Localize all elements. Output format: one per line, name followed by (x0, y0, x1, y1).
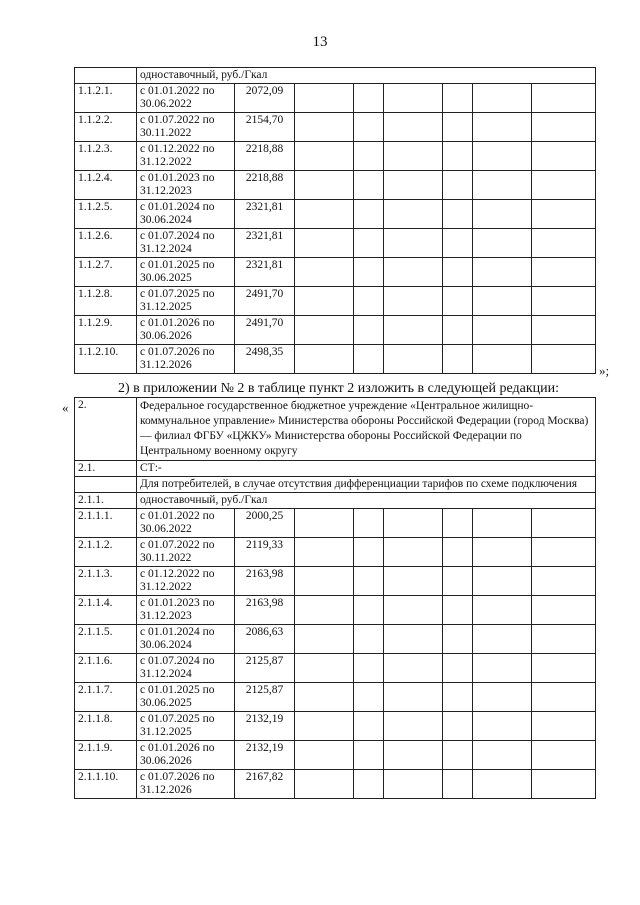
row-value: 2218,88 (235, 171, 295, 200)
empty-cell (473, 683, 532, 712)
empty-cell (532, 596, 596, 625)
row-period (137, 113, 235, 142)
unit-row (75, 68, 596, 84)
period-start: с 01.07.2025 по (140, 713, 215, 725)
table-row (75, 316, 596, 345)
row-code: 1.1.2.5. (75, 200, 137, 229)
empty-cell (473, 509, 532, 538)
table-row (75, 142, 596, 171)
amendment-instruction: 2) в приложении № 2 в таблице пункт 2 изложить в следующей редакции: (118, 381, 559, 396)
row-code: 2.1.1.1. (75, 509, 137, 538)
empty-cell (443, 84, 473, 113)
table-row (75, 287, 596, 316)
empty-cell (384, 683, 443, 712)
tariff-table-part-2 (74, 397, 596, 799)
empty-cell (295, 345, 354, 374)
empty-cell (473, 142, 532, 171)
unit-code: 2.1.1. (75, 493, 137, 509)
empty-cell (443, 229, 473, 258)
empty-cell (532, 741, 596, 770)
row-code: 1.1.2.7. (75, 258, 137, 287)
empty-cell (443, 712, 473, 741)
row-code: 2.1.1.8. (75, 712, 137, 741)
empty-cell (384, 625, 443, 654)
empty-cell (473, 345, 532, 374)
empty-cell (443, 113, 473, 142)
row-value: 2000,25 (235, 509, 295, 538)
row-code: 2.1.1.5. (75, 625, 137, 654)
period-end: 31.12.2023 (140, 610, 192, 622)
row-value: 2321,81 (235, 229, 295, 258)
empty-cell (295, 229, 354, 258)
empty-cell (295, 596, 354, 625)
empty-cell (384, 596, 443, 625)
table-row (75, 625, 596, 654)
st-code: 2.1. (75, 461, 137, 477)
empty-cell (473, 538, 532, 567)
empty-cell (384, 712, 443, 741)
table-row (75, 229, 596, 258)
row-value: 2163,98 (235, 567, 295, 596)
period-start: с 01.07.2022 по (140, 114, 215, 126)
row-value: 2491,70 (235, 287, 295, 316)
row-period (137, 200, 235, 229)
period-end: 31.12.2026 (140, 359, 192, 371)
empty-cell (295, 683, 354, 712)
row-period (137, 625, 235, 654)
empty-cell (473, 654, 532, 683)
period-end: 30.06.2025 (140, 697, 192, 709)
row-value: 2321,81 (235, 258, 295, 287)
org-row (75, 398, 596, 461)
empty-cell (473, 625, 532, 654)
empty-cell (354, 654, 384, 683)
period-start: с 01.07.2024 по (140, 655, 215, 667)
period-start: с 01.01.2025 по (140, 684, 215, 696)
consumers-row (75, 477, 596, 493)
row-value: 2132,19 (235, 741, 295, 770)
row-value: 2167,82 (235, 770, 295, 799)
empty-cell (443, 171, 473, 200)
row-value: 2491,70 (235, 316, 295, 345)
table-row (75, 654, 596, 683)
empty-cell (473, 316, 532, 345)
table-row (75, 345, 596, 374)
unit-row (75, 493, 596, 509)
empty-cell (354, 142, 384, 171)
empty-cell (354, 596, 384, 625)
empty-cell (295, 625, 354, 654)
org-code: 2. (75, 398, 137, 461)
empty-cell (354, 200, 384, 229)
empty-cell (295, 84, 354, 113)
row-value: 2498,35 (235, 345, 295, 374)
empty-cell (443, 287, 473, 316)
unit-label: одноставочный, руб./Гкал (137, 68, 596, 84)
period-end: 31.12.2024 (140, 243, 192, 255)
empty-cell (532, 258, 596, 287)
empty-cell (473, 113, 532, 142)
row-period (137, 84, 235, 113)
empty-cell (295, 712, 354, 741)
empty-cell (532, 287, 596, 316)
row-code: 2.1.1.3. (75, 567, 137, 596)
empty-cell (295, 538, 354, 567)
empty-cell (384, 654, 443, 683)
empty-cell (384, 538, 443, 567)
period-start: с 01.01.2026 по (140, 317, 215, 329)
row-period (137, 770, 235, 799)
empty-cell (295, 113, 354, 142)
empty-cell (443, 316, 473, 345)
row-code: 1.1.2.10. (75, 345, 137, 374)
empty-cell (443, 567, 473, 596)
empty-cell (384, 770, 443, 799)
row-period (137, 345, 235, 374)
period-end: 30.11.2022 (140, 552, 192, 564)
empty-cell (384, 316, 443, 345)
period-end: 30.06.2026 (140, 330, 192, 342)
empty-cell (443, 770, 473, 799)
row-period (137, 316, 235, 345)
empty-cell (532, 712, 596, 741)
empty-cell (384, 741, 443, 770)
table-row (75, 712, 596, 741)
empty-cell (443, 142, 473, 171)
row-value: 2072,09 (235, 84, 295, 113)
empty-cell (473, 596, 532, 625)
row-value: 2321,81 (235, 200, 295, 229)
row-code: 2.1.1.6. (75, 654, 137, 683)
empty-cell (532, 171, 596, 200)
row-code: 2.1.1.9. (75, 741, 137, 770)
table-row (75, 596, 596, 625)
tariff-table-part-1 (74, 67, 596, 374)
empty-cell (473, 712, 532, 741)
row-period (137, 287, 235, 316)
empty-cell (354, 345, 384, 374)
empty-cell (384, 113, 443, 142)
empty-cell (295, 142, 354, 171)
empty-cell (295, 654, 354, 683)
row-value: 2163,98 (235, 596, 295, 625)
empty-cell (295, 316, 354, 345)
empty-cell (354, 567, 384, 596)
empty-cell (295, 287, 354, 316)
empty-cell (384, 509, 443, 538)
empty-cell (295, 509, 354, 538)
empty-cell (295, 741, 354, 770)
period-end: 30.11.2022 (140, 127, 192, 139)
period-end: 30.06.2024 (140, 214, 192, 226)
empty-cell (473, 287, 532, 316)
empty-cell (443, 596, 473, 625)
table-row (75, 258, 596, 287)
st-row (75, 461, 596, 477)
empty-cell (532, 345, 596, 374)
empty-cell (532, 625, 596, 654)
empty-cell (354, 538, 384, 567)
empty-cell (384, 229, 443, 258)
empty-cell (354, 229, 384, 258)
empty-cell (443, 654, 473, 683)
period-start: с 01.12.2022 по (140, 568, 215, 580)
table-row (75, 113, 596, 142)
period-end: 31.12.2023 (140, 185, 192, 197)
row-value: 2132,19 (235, 712, 295, 741)
period-end: 30.06.2026 (140, 755, 192, 767)
row-code: 1.1.2.6. (75, 229, 137, 258)
row-value: 2125,87 (235, 654, 295, 683)
period-start: с 01.07.2024 по (140, 230, 215, 242)
row-value: 2086,63 (235, 625, 295, 654)
empty-cell (532, 509, 596, 538)
empty-cell (532, 316, 596, 345)
empty-cell (384, 142, 443, 171)
empty-cell (295, 770, 354, 799)
empty-cell (443, 538, 473, 567)
row-code: 2.1.1.4. (75, 596, 137, 625)
row-period (137, 538, 235, 567)
empty-cell (443, 200, 473, 229)
empty-cell (473, 84, 532, 113)
period-end: 30.06.2024 (140, 639, 192, 651)
empty-cell (532, 84, 596, 113)
empty-cell (443, 683, 473, 712)
empty-cell (473, 229, 532, 258)
row-code: 1.1.2.4. (75, 171, 137, 200)
table-row (75, 683, 596, 712)
empty-cell (354, 316, 384, 345)
row-code: 2.1.1.7. (75, 683, 137, 712)
empty-cell (384, 567, 443, 596)
org-name: Федеральное государственное бюджетное учреждение «Центральное жилищно-коммунальное управление» Министерства обороны Российской Федерации (город Москва) — филиал ФГБУ «ЦЖКУ» Министерства обороны Российской Федерации по Центральному военному округу (137, 398, 596, 461)
empty-cell (532, 113, 596, 142)
empty-cell (384, 345, 443, 374)
empty-cell (473, 741, 532, 770)
empty-cell (354, 770, 384, 799)
empty-cell (354, 712, 384, 741)
page-number: 13 (312, 34, 328, 50)
empty-cell (443, 345, 473, 374)
empty-cell (354, 625, 384, 654)
row-code: 2.1.1.10. (75, 770, 137, 799)
empty-cell (354, 287, 384, 316)
empty-cell (473, 171, 532, 200)
opening-quote: « (62, 400, 69, 415)
table-row (75, 171, 596, 200)
empty-cell (384, 84, 443, 113)
empty-cell (532, 538, 596, 567)
empty-cell (384, 200, 443, 229)
closing-quote: »; (599, 363, 610, 378)
empty-cell (354, 509, 384, 538)
period-start: с 01.01.2025 по (140, 259, 215, 271)
period-end: 30.06.2022 (140, 98, 192, 110)
period-end: 31.12.2024 (140, 668, 192, 680)
row-code: 1.1.2.8. (75, 287, 137, 316)
empty-cell (443, 509, 473, 538)
empty-cell (532, 142, 596, 171)
row-period (137, 741, 235, 770)
empty-cell (384, 258, 443, 287)
row-period (137, 229, 235, 258)
table-row (75, 538, 596, 567)
period-start: с 01.01.2022 по (140, 85, 215, 97)
row-code: 2.1.1.2. (75, 538, 137, 567)
empty-cell (532, 200, 596, 229)
empty-cell (354, 113, 384, 142)
empty-cell (473, 567, 532, 596)
period-start: с 01.01.2024 по (140, 201, 215, 213)
empty-cell (384, 171, 443, 200)
empty-cell (532, 567, 596, 596)
row-period (137, 142, 235, 171)
row-code: 1.1.2.9. (75, 316, 137, 345)
empty-cell (354, 741, 384, 770)
period-start: с 01.07.2026 по (140, 346, 215, 358)
period-start: с 01.01.2022 по (140, 510, 215, 522)
table-row (75, 200, 596, 229)
period-start: с 01.07.2022 по (140, 539, 215, 551)
table-row (75, 567, 596, 596)
table-row (75, 509, 596, 538)
period-start: с 01.07.2025 по (140, 288, 215, 300)
row-period (137, 596, 235, 625)
period-end: 31.12.2022 (140, 581, 192, 593)
period-start: с 01.01.2023 по (140, 597, 215, 609)
row-period (137, 509, 235, 538)
empty-cell (473, 770, 532, 799)
period-start: с 01.01.2024 по (140, 626, 215, 638)
period-end: 31.12.2026 (140, 784, 192, 796)
period-end: 31.12.2022 (140, 156, 192, 168)
empty-cell (295, 200, 354, 229)
consumers-label: Для потребителей, в случае отсутствия дифференциации тарифов по схеме подключения (137, 477, 596, 493)
row-value: 2154,70 (235, 113, 295, 142)
empty-cell (295, 258, 354, 287)
row-period (137, 683, 235, 712)
row-value: 2218,88 (235, 142, 295, 171)
period-end: 31.12.2025 (140, 301, 192, 313)
unit-label: одноставочный, руб./Гкал (137, 493, 596, 509)
empty-cell (384, 287, 443, 316)
empty-cell (532, 654, 596, 683)
row-value: 2125,87 (235, 683, 295, 712)
row-value: 2119,33 (235, 538, 295, 567)
empty-cell (443, 741, 473, 770)
row-period (137, 712, 235, 741)
empty-cell (295, 171, 354, 200)
table-row (75, 770, 596, 799)
row-code: 1.1.2.3. (75, 142, 137, 171)
empty-cell (354, 171, 384, 200)
period-start: с 01.07.2026 по (140, 771, 215, 783)
period-start: с 01.12.2022 по (140, 143, 215, 155)
empty-cell (532, 770, 596, 799)
period-start: с 01.01.2023 по (140, 172, 215, 184)
row-period (137, 258, 235, 287)
empty-cell (354, 258, 384, 287)
row-code: 1.1.2.2. (75, 113, 137, 142)
period-start: с 01.01.2026 по (140, 742, 215, 754)
empty-cell (354, 84, 384, 113)
period-end: 30.06.2025 (140, 272, 192, 284)
empty-cell (473, 258, 532, 287)
row-period (137, 654, 235, 683)
row-period (137, 567, 235, 596)
row-code: 1.1.2.1. (75, 84, 137, 113)
st-label: СТ:- (137, 461, 596, 477)
period-end: 31.12.2025 (140, 726, 192, 738)
row-period (137, 171, 235, 200)
empty-cell (532, 683, 596, 712)
empty-cell (354, 683, 384, 712)
empty-cell (443, 625, 473, 654)
empty-cell (443, 258, 473, 287)
table-row (75, 84, 596, 113)
empty-cell (473, 200, 532, 229)
empty-cell (295, 567, 354, 596)
empty-cell (532, 229, 596, 258)
period-end: 30.06.2022 (140, 523, 192, 535)
table-row (75, 741, 596, 770)
